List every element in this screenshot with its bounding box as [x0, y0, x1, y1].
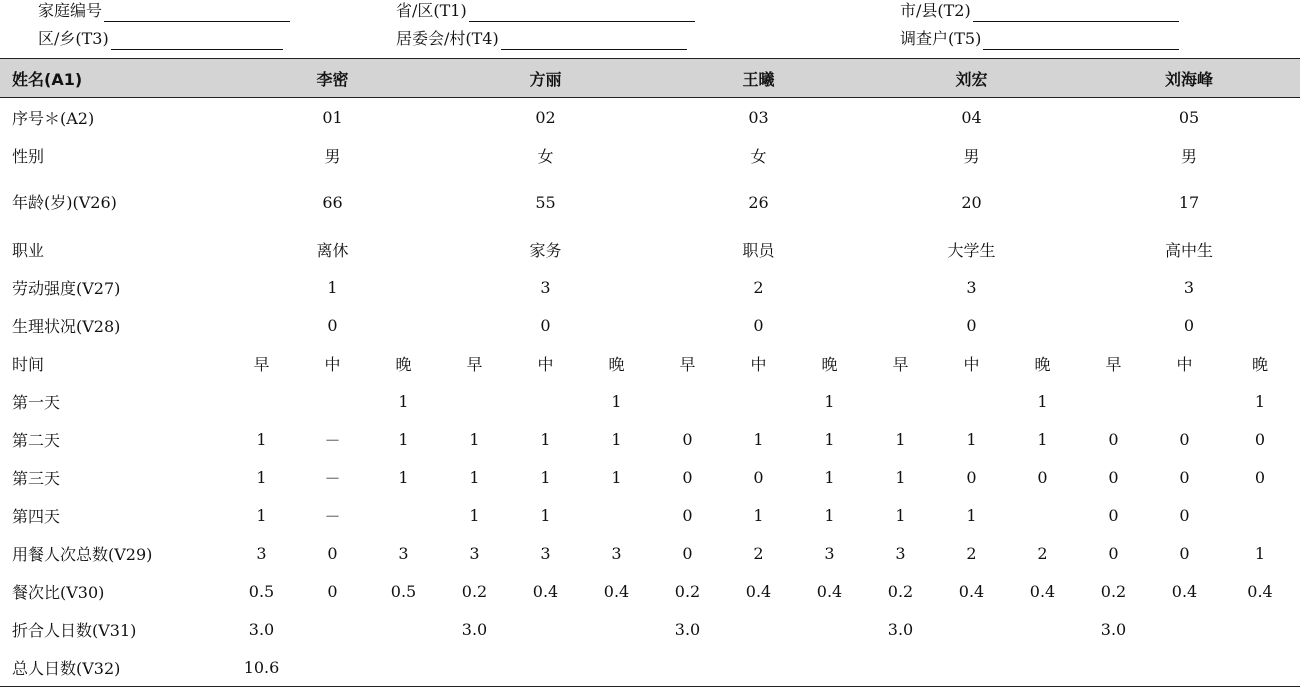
table-cell: 2 — [753, 277, 764, 297]
meal-header: 早 — [679, 354, 696, 374]
table-cell: 01 — [322, 107, 343, 127]
table-cell: 0.4 — [958, 581, 985, 601]
city-blank[interactable] — [973, 3, 1179, 22]
day-row — [0, 458, 1300, 496]
empty-cell — [581, 610, 652, 648]
row-label: 年龄(岁)(V26) — [12, 192, 117, 212]
row-label: 餐次比(V30) — [12, 582, 105, 602]
table-cell: 0.4 — [1171, 581, 1198, 601]
table-cell: 1 — [895, 467, 906, 487]
table-cell: 1 — [611, 391, 622, 411]
table-cell: 2 — [966, 543, 977, 563]
meal-header: 晚 — [821, 354, 838, 374]
table-cell: 1 — [895, 505, 906, 525]
table-cell: 0.5 — [248, 581, 275, 601]
table-cell: 04 — [961, 107, 982, 127]
meal-header: 晚 — [1252, 354, 1269, 374]
household-info-header — [0, 0, 1300, 58]
table-cell: 55 — [535, 192, 556, 212]
table-cell: 0.4 — [1029, 581, 1056, 601]
table-cell: 1 — [966, 429, 977, 449]
village-label: 居委会/村(T4) — [396, 29, 499, 48]
table-cell: 0 — [966, 315, 977, 335]
table-cell — [297, 382, 368, 420]
empty-cell — [1149, 648, 1220, 687]
table-cell: 男 — [963, 146, 980, 166]
table-cell: 0 — [682, 543, 693, 563]
table-cell: 1 — [1254, 391, 1266, 411]
table-cell: 3.0 — [461, 619, 488, 639]
member-name: 王曦 — [652, 59, 865, 98]
district-field — [38, 28, 283, 50]
name-header-row — [0, 59, 1300, 98]
table-cell — [1220, 496, 1300, 534]
empty-cell — [723, 648, 794, 687]
table-cell: 02 — [535, 107, 556, 127]
table-cell: 0 — [682, 505, 693, 525]
row-label: 第三天 — [12, 468, 61, 488]
meal-header: 中 — [963, 354, 980, 374]
table-cell: 1 — [1254, 543, 1266, 563]
row-label: 第二天 — [12, 430, 61, 450]
table-cell: 0 — [1108, 543, 1119, 563]
empty-cell — [936, 610, 1007, 648]
table-cell: 1 — [398, 391, 409, 411]
table-cell: 男 — [1181, 146, 1198, 166]
info-row — [0, 174, 1300, 230]
name-header-label: 姓名(A1) — [0, 59, 226, 98]
table-cell — [936, 382, 1007, 420]
row-label: 折合人日数(V31) — [12, 620, 137, 640]
table-cell: 大学生 — [947, 240, 996, 260]
table-cell: 0 — [682, 429, 693, 449]
table-cell: 2 — [753, 543, 764, 563]
table-cell: 0 — [1179, 505, 1190, 525]
day-row — [0, 496, 1300, 534]
table-cell: 0.4 — [603, 581, 630, 601]
member-name: 刘海峰 — [1078, 59, 1300, 98]
table-cell: 0.2 — [887, 581, 914, 601]
table-cell: 0 — [327, 315, 338, 335]
table-cell: 女 — [537, 146, 554, 166]
table-cell: 2 — [1037, 543, 1048, 563]
table-cell: 1 — [824, 391, 835, 411]
table-cell — [439, 382, 510, 420]
empty-cell — [652, 648, 723, 687]
info-row — [0, 136, 1300, 174]
table-cell: 1 — [469, 429, 480, 449]
table-cell — [1149, 382, 1220, 420]
total-person-days-row — [0, 648, 1300, 687]
day-row — [0, 420, 1300, 458]
info-row — [0, 230, 1300, 268]
table-cell: 1 — [611, 429, 622, 449]
table-cell: 1 — [824, 505, 835, 525]
table-cell: 66 — [322, 192, 343, 212]
table-cell: 3 — [256, 543, 267, 563]
survey-household-blank[interactable] — [983, 31, 1179, 50]
table-cell: 0 — [327, 581, 338, 601]
table-cell: 1 — [540, 429, 551, 449]
table-cell — [226, 382, 297, 420]
table-cell: 1 — [540, 467, 551, 487]
table-cell: 1 — [398, 467, 409, 487]
table-cell: 1 — [895, 429, 906, 449]
village-field — [396, 28, 687, 50]
empty-cell — [1149, 610, 1220, 648]
empty-cell — [297, 648, 368, 687]
table-cell: 0 — [1183, 315, 1195, 335]
table-cell: 3.0 — [248, 619, 275, 639]
table-cell: 1 — [824, 429, 835, 449]
table-cell: 05 — [1178, 107, 1200, 127]
table-cell: 0 — [1254, 429, 1266, 449]
row-label: 性别 — [12, 146, 45, 166]
meal-time-row — [0, 344, 1300, 382]
table-cell: 0 — [1108, 429, 1119, 449]
table-cell: 0 — [1179, 467, 1190, 487]
meal-header: 中 — [750, 354, 767, 374]
survey-household-field — [900, 28, 1179, 50]
empty-cell — [510, 648, 581, 687]
person-days-row — [0, 610, 1300, 648]
table-cell: 0 — [1254, 467, 1266, 487]
empty-cell — [794, 648, 865, 687]
table-cell: 0.4 — [816, 581, 843, 601]
row-label: 用餐人次总数(V29) — [12, 544, 153, 564]
table-cell: 离休 — [316, 240, 349, 260]
table-cell: － — [324, 468, 341, 488]
info-row — [0, 98, 1300, 137]
table-cell: 职员 — [742, 240, 775, 260]
table-cell: 0 — [682, 467, 693, 487]
table-cell: 0.4 — [1247, 581, 1273, 601]
empty-cell — [297, 610, 368, 648]
household-id-label: 家庭编号 — [38, 1, 103, 20]
table-cell: 3 — [895, 543, 906, 563]
row-label: 序号＊(A2) — [12, 108, 95, 128]
table-cell: 0 — [966, 467, 977, 487]
city-label: 市/县(T2) — [900, 1, 971, 20]
table-cell: 3 — [469, 543, 480, 563]
table-cell: 0.2 — [1100, 581, 1127, 601]
empty-cell — [439, 648, 510, 687]
day-row — [0, 534, 1300, 572]
meal-header: 中 — [1176, 354, 1193, 374]
province-field — [396, 0, 695, 22]
row-label: 第四天 — [12, 506, 61, 526]
table-cell: 20 — [961, 192, 982, 212]
table-cell: － — [324, 430, 341, 450]
total-value: 10.6 — [226, 648, 297, 687]
table-cell: 0 — [1179, 543, 1190, 563]
member-name: 刘宏 — [865, 59, 1078, 98]
meal-header: 早 — [892, 354, 909, 374]
table-cell: 3 — [611, 543, 622, 563]
table-cell: － — [324, 506, 341, 526]
meal-header: 中 — [537, 354, 554, 374]
row-label: 生理状况(V28) — [12, 316, 121, 336]
table-cell: 1 — [469, 505, 480, 525]
table-cell: 0 — [1179, 429, 1190, 449]
empty-cell — [510, 610, 581, 648]
table-cell: 3.0 — [1100, 619, 1127, 639]
meal-header: 中 — [324, 354, 341, 374]
meal-record-table-wrap — [0, 58, 1300, 687]
table-cell: 3 — [1183, 277, 1195, 297]
empty-cell — [794, 610, 865, 648]
table-cell: 0.2 — [674, 581, 701, 601]
table-cell: 0 — [1108, 505, 1119, 525]
table-cell — [1078, 382, 1149, 420]
table-cell — [368, 496, 439, 534]
table-cell: 0 — [753, 315, 764, 335]
table-cell: 家务 — [529, 240, 562, 260]
table-cell: 1 — [398, 429, 409, 449]
table-body — [0, 59, 1300, 687]
table-cell: 0 — [1108, 467, 1119, 487]
meal-header: 晚 — [395, 354, 412, 374]
village-blank[interactable] — [501, 31, 687, 50]
empty-cell — [1007, 610, 1078, 648]
info-row — [0, 306, 1300, 344]
table-cell: 3 — [966, 277, 977, 297]
table-cell: 1 — [753, 429, 764, 449]
empty-cell — [1220, 648, 1300, 687]
table-cell: 0.4 — [745, 581, 772, 601]
row-label: 劳动强度(V27) — [12, 278, 121, 298]
table-cell: 1 — [1037, 391, 1048, 411]
table-cell: 1 — [256, 467, 267, 487]
district-label: 区/乡(T3) — [38, 29, 109, 48]
table-cell: 0 — [753, 467, 764, 487]
table-cell: 03 — [748, 107, 769, 127]
district-blank[interactable] — [111, 31, 283, 50]
table-cell: 1 — [256, 505, 267, 525]
meal-header: 晚 — [608, 354, 625, 374]
member-name: 方丽 — [439, 59, 652, 98]
row-label: 第一天 — [12, 392, 61, 412]
table-cell: 0 — [327, 543, 338, 563]
table-cell: 3 — [540, 277, 551, 297]
day-row — [0, 572, 1300, 610]
table-cell — [652, 382, 723, 420]
info-row — [0, 268, 1300, 306]
day-row — [0, 382, 1300, 420]
table-cell — [510, 382, 581, 420]
meal-header: 早 — [466, 354, 483, 374]
table-cell: 男 — [324, 146, 341, 166]
table-cell: 3 — [824, 543, 835, 563]
row-label: 总人日数(V32) — [0, 648, 226, 687]
table-cell: 1 — [327, 277, 338, 297]
empty-cell — [581, 648, 652, 687]
province-blank[interactable] — [469, 3, 695, 22]
table-cell: 1 — [753, 505, 764, 525]
meal-record-table — [0, 58, 1300, 687]
table-cell: 1 — [966, 505, 977, 525]
table-cell: 1 — [611, 467, 622, 487]
table-cell: 1 — [540, 505, 551, 525]
table-cell: 1 — [1037, 429, 1048, 449]
row-label: 时间 — [12, 354, 45, 374]
empty-cell — [865, 648, 936, 687]
row-label: 职业 — [12, 240, 45, 260]
empty-cell — [1220, 610, 1300, 648]
empty-cell — [368, 648, 439, 687]
meal-header: 早 — [1105, 354, 1122, 374]
household-id-field — [38, 0, 290, 22]
table-cell: 3 — [540, 543, 551, 563]
empty-cell — [368, 610, 439, 648]
meal-header: 早 — [253, 354, 270, 374]
table-cell: 女 — [750, 146, 767, 166]
table-cell: 高中生 — [1165, 240, 1214, 260]
city-field — [900, 0, 1179, 22]
table-cell — [865, 382, 936, 420]
table-cell: 0.5 — [390, 581, 417, 601]
table-cell: 3.0 — [674, 619, 701, 639]
survey-household-label: 调查户(T5) — [900, 29, 982, 48]
empty-cell — [1078, 648, 1149, 687]
table-cell: 0 — [1037, 467, 1048, 487]
table-cell: 3.0 — [887, 619, 914, 639]
empty-cell — [723, 610, 794, 648]
province-label: 省/区(T1) — [396, 1, 467, 20]
table-cell: 26 — [748, 192, 769, 212]
empty-cell — [1007, 648, 1078, 687]
empty-cell — [936, 648, 1007, 687]
member-name: 李密 — [226, 59, 439, 98]
table-cell: 0.2 — [461, 581, 488, 601]
household-id-blank[interactable] — [104, 3, 290, 22]
table-cell: 0 — [540, 315, 551, 335]
table-cell — [581, 496, 652, 534]
table-cell — [1007, 496, 1078, 534]
table-cell: 1 — [824, 467, 835, 487]
meal-header: 晚 — [1034, 354, 1051, 374]
table-cell: 17 — [1178, 192, 1200, 212]
table-cell: 1 — [256, 429, 267, 449]
table-cell — [723, 382, 794, 420]
table-cell: 3 — [398, 543, 409, 563]
table-cell: 1 — [469, 467, 480, 487]
table-cell: 0.4 — [532, 581, 559, 601]
